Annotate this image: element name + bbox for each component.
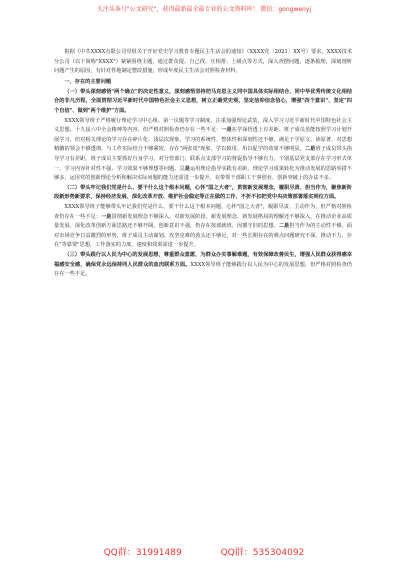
subsection-heading [54,251,352,280]
promo-banner: 关注头条号"公文研究"，获得最新最全最专业的公文资料库！ 微信：gongwenyj [96,6,312,13]
subsection-heading: （二）带头牢记我们党是什么、要干什么这个根本问题，心怀"国之大者"，贯彻新发展理念，履职尽责、担当作为，聚焦新阶段新形势新要求，保持经济发展、深化改革开放、维护社会稳定等正在做的工作，不折不扣把党中央决策部署落实到位方面。 [54,184,352,201]
point-lead: 一是 [221,127,232,134]
point-lead: 三是 [179,165,190,172]
contact-footer [0,547,408,559]
body-paragraph [54,117,352,184]
point-lead: 二是 [304,146,316,153]
document-body [54,48,352,280]
paragraph-text: XXXX领导班子能够带头牢记我们党是什么、要干什么这个根本问题，心怀"国之大者"，履职尽责、主动作为，但严格对照检查仍存在一些不足： [54,204,352,220]
paragraph-text: 班子成员带头指导学习有差距。班子成员主要抓好自身学习，对分管部门、联系点支部学习的督促指导不够有力，个别基层党支部存在学习形式单一、学习内容针对性不强、学习效果不够理想等问题。 [54,146,352,172]
section-heading: 一、存在的主要问题 [64,79,112,86]
paragraph-text: 贯彻新发展理念不够深入。对新发展阶段、新发展理念、新发展格局的理解还不够深入，在推动企业高质量发展、深化改革创新方面思路还不够开阔，创新意识不强，仍存在按部就班、因循守旧的思想。 [54,213,352,230]
paragraph-text: 担当作为的主动性不够。面对市场竞争日益激烈的形势，班子成员主动谋划、攻坚克难的劲头还不够足，对一些长期存在的难点问题研究不深、推动不力，存在"等靠要"思想，工作落实的力度、速度和效果需进一步提升。 [54,223,352,249]
point-lead: 一是 [101,213,112,220]
intro-paragraph: 根据《中共XXXX有限公司党组关于开好党史学习教育专题民主生活会的通知》（XXXX党〔2021〕XX号）要求，XXXX技术分公司（以下简称"XXXX"）紧紧围绕主题，通过群众提、自己找、互相帮、上级点等方式，深入查摆问题，逐条梳理，深刻剖析问题产生的原因，有针对性地制定整改措施，形成年度民主生活会对照检查材料。 [54,49,352,75]
paragraph-text: 在学深悟透上有差距。班子成员虽能按照学习计划开展学习，但对相关理论的学习存在碎片化、浅层次现象，学习的系统性、整体性和深刻性还不够，满足于学原文、读原著，对思想精髓的领会不够透彻，与工作实际结合不够紧密，存在"两张皮"现象，学以致用、用以促学的效果不够明显。 [54,127,352,153]
subsection-heading-text: （三）带头践行以人民为中心的发展思想，尊重群众意愿，为群众办实事解难题，有效保障改善民生，增强人民群众获得感幸福感安全感，确保党永远保持同人民群众的血肉联系方面。 [54,251,352,268]
body-paragraph [54,203,352,251]
qq-group-label: QQ群：535304092 [220,548,305,558]
paragraph-text: 运用理论指导实践有差距。理论学习成果转化为推动发展的思路举措不够多，运用党的创新理论分析和解决实际问题的能力还需进一步提升，在带领干部职工干事创业、创新突破上的办法不多。 [54,165,352,182]
qq-group-label: QQ群：31991489 [103,548,182,558]
paragraph-text: XXXX领导班子严格履行理论学习中心组、第一议题等学习制度，注重加强理论武装，深入学习习近平新时代中国特色社会主义思想、十九届六中全会精神等内容，但严格对照检查仍存在一些不足： [54,117,352,134]
subsection-heading: （一）带头深刻感悟"两个确立"的决定性意义，深刻感悟坚持把马克思主义同中国具体实际相结合、同中华优秀传统文化相结合的非凡历程，全面贯彻习近平新时代中国特色社会主义思想，树立正确党史观，坚定信仰信念信心，增强"四个意识"、坚定"四个自信"、做到"两个维护"方面。 [54,88,352,115]
paragraph-text: XXXX领导班子能够践行以人民为中心的发展思想，但严格对照检查仍存在一些不足。 [54,261,352,278]
point-lead: 二是 [278,223,290,230]
